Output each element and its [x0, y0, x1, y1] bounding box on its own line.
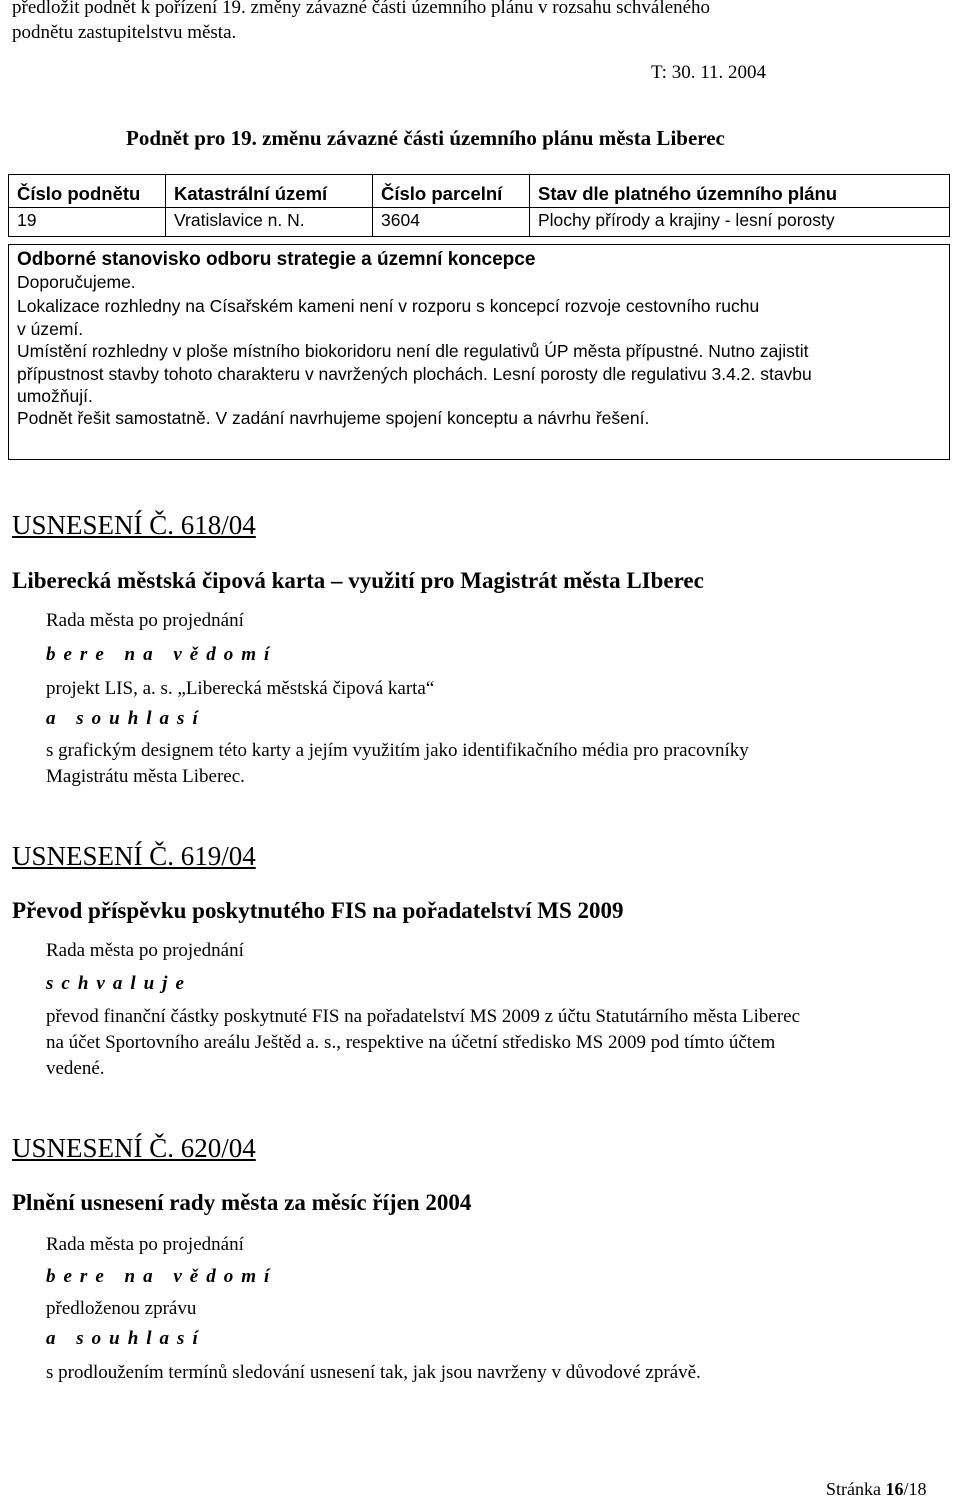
- resolution-title: Převod příspěvku poskytnutého FIS na pořadatelství MS 2009: [12, 898, 624, 923]
- intro-line-1: předložit podnět k pořízení 19. změny závazné části územního plánu v rozsahu schváleného: [12, 0, 710, 18]
- resolution-number: USNESENÍ Č. 619/04: [12, 841, 256, 871]
- table-header-cell: Číslo podnětu: [9, 175, 166, 208]
- table-header-cell: Číslo parcelní: [373, 175, 530, 208]
- opinion-line: Umístění rozhledny v ploše místního biokoridoru není dle regulativů ÚP města přípustné. Nutno zajistit: [17, 341, 809, 362]
- page-total: 18: [908, 1479, 927, 1499]
- page-current: 16: [885, 1479, 904, 1499]
- resolution-title: Liberecká městská čipová karta – využití pro Magistrát města LIberec: [12, 568, 704, 593]
- page-prefix: Stránka: [826, 1479, 886, 1499]
- resolution-text: na účet Sportovního areálu Ještěd a. s., respektive na účetní středisko MS 2009 pod tímto účtem: [46, 1032, 776, 1053]
- table-header-cell: Stav dle platného územního plánu: [530, 175, 950, 208]
- resolution-verb: a souhlasí: [46, 708, 206, 729]
- opinion-line: Lokalizace rozhledny na Císařském kameni není v rozporu s koncepcí rozvoje cestovního ruchu: [17, 296, 760, 317]
- resolution-text: převod finanční částky poskytnuté FIS na pořadatelství MS 2009 z účtu Statutárního města Liberec: [46, 1006, 801, 1027]
- table-cell: Plochy přírody a krajiny - lesní porosty: [530, 208, 950, 237]
- page-separator: /: [903, 1479, 909, 1499]
- resolution-verb: schvaluje: [46, 973, 192, 994]
- table-header-cell: Katastrální území: [166, 175, 373, 208]
- resolution-intro: Rada města po projednání: [46, 610, 244, 631]
- table-cell: 3604: [373, 208, 530, 237]
- resolution-text: s prodloužením termínů sledování usnesení tak, jak jsou navrženy v důvodové zprávě.: [46, 1362, 701, 1383]
- page-number: [826, 1479, 927, 1500]
- opinion-line: Podnět řešit samostatně. V zadání navrhujeme spojení konceptu a návrhu řešení.: [17, 408, 650, 429]
- parcel-table: [8, 174, 950, 237]
- table-cell: 19: [9, 208, 166, 237]
- resolution-intro: Rada města po projednání: [46, 1234, 244, 1255]
- opinion-line: Doporučujeme.: [17, 272, 136, 292]
- resolution-number: USNESENÍ Č. 618/04: [12, 510, 256, 540]
- resolution-verb: bere na vědomí: [46, 644, 278, 665]
- opinion-line: umožňují.: [17, 385, 93, 406]
- resolution-text: s grafickým designem této karty a jejím využitím jako identifikačního média pro pracovníky: [46, 740, 749, 761]
- opinion-box: [8, 244, 950, 460]
- resolution-text: předloženou zprávu: [46, 1298, 197, 1319]
- resolution-title: Plnění usnesení rady města za měsíc říjen 2004: [12, 1190, 472, 1215]
- table-header-row: [9, 175, 950, 208]
- deadline: T: 30. 11. 2004: [651, 62, 766, 83]
- intro-heading: Podnět pro 19. změnu závazné části územního plánu města Liberec: [126, 126, 725, 150]
- table-cell: Vratislavice n. N.: [166, 208, 373, 237]
- opinion-title: Odborné stanovisko odboru strategie a územní koncepce: [17, 249, 536, 270]
- opinion-line: v území.: [17, 318, 84, 339]
- resolution-verb: a souhlasí: [46, 1328, 206, 1349]
- resolution-intro: Rada města po projednání: [46, 940, 244, 961]
- opinion-line: přípustnost stavby tohoto charakteru v navržených plochách. Lesní porosty dle regulativu 3.4.2. stavbu: [17, 363, 812, 384]
- resolution-number: USNESENÍ Č. 620/04: [12, 1133, 256, 1163]
- intro-line-2: podnětu zastupitelstvu města.: [12, 22, 237, 43]
- table-row: [9, 208, 950, 237]
- resolution-text: Magistrátu města Liberec.: [46, 766, 245, 787]
- resolution-text: vedené.: [46, 1058, 105, 1079]
- resolution-verb: bere na vědomí: [46, 1266, 278, 1287]
- resolution-text: projekt LIS, a. s. „Liberecká městská čipová karta“: [46, 678, 435, 699]
